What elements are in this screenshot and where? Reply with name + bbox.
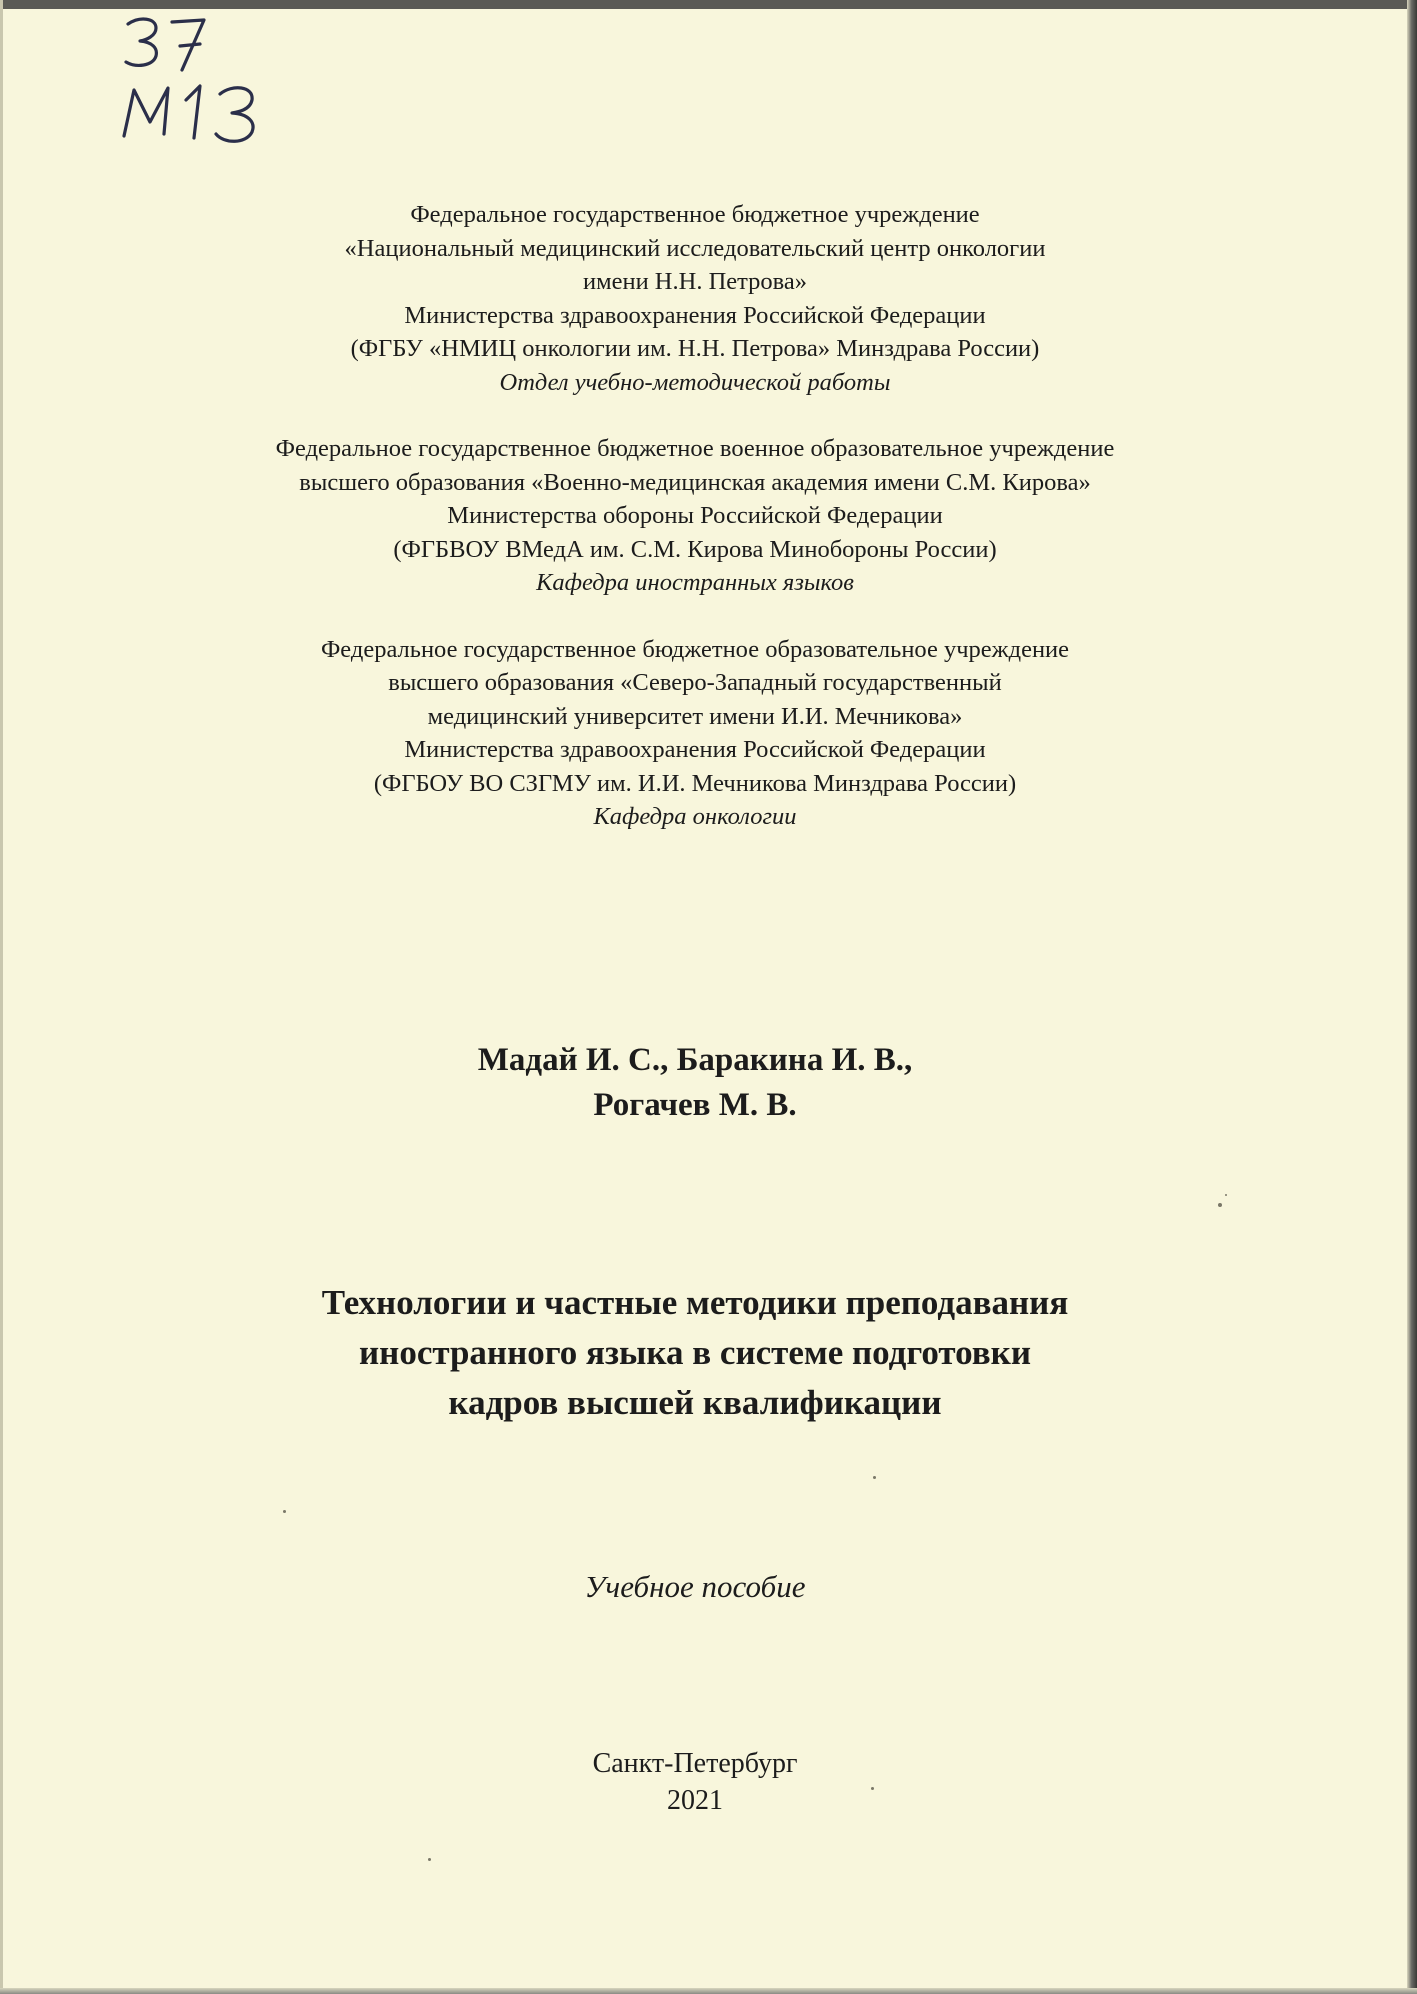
institution-line: Министерства здравоохранения Российской Федерации — [404, 301, 986, 329]
institution-line: (ФГБВОУ ВМедА им. С.М. Кирова Минобороны России) — [393, 535, 997, 563]
authors — [0, 1038, 1390, 1128]
institution-line: Федеральное государственное бюджетное учреждение — [410, 201, 980, 228]
institution-department: Кафедра онкологии — [593, 803, 797, 830]
institution-block — [0, 198, 1390, 399]
title-line: Технологии и частные методики преподавания — [321, 1283, 1069, 1322]
institution-line: (ФГБУ «НМИЦ онкологии им. Н.Н. Петрова» Минздрава России) — [350, 335, 1040, 362]
institution-line: Федеральное государственное бюджетное образовательное учреждение — [320, 635, 1070, 663]
scan-speck — [873, 1476, 876, 1479]
scan-speck — [871, 1787, 874, 1790]
title-line: иностранного языка в системе подготовки — [358, 1333, 1032, 1372]
institution-department: Отдел учебно-методической работы — [499, 368, 891, 396]
institution-line: Министерства здравоохранения Российской Федерации — [404, 736, 986, 763]
institution-line: высшего образования «Военно-медицинская академия имени С.М. Кирова» — [299, 468, 1091, 496]
scan-edge-top — [0, 0, 1417, 9]
document-type: Учебное пособие — [584, 1569, 806, 1604]
imprint-year: 2021 — [667, 1785, 723, 1816]
institution-block — [0, 633, 1390, 834]
title-line: кадров высшей квалификации — [448, 1383, 942, 1422]
institution-line: медицинский университет имени И.И. Мечникова» — [427, 702, 963, 730]
authors-line: Рогачев М. В. — [593, 1087, 797, 1123]
institution-line: высшего образования «Северо-Западный государственный — [388, 669, 1002, 696]
institution-line: «Национальный медицинский исследовательский центр онкологии — [344, 234, 1046, 262]
institution-line: (ФГБОУ ВО СЗГМУ им. И.И. Мечникова Минздрава России) — [373, 769, 1017, 797]
institution-line: Министерства обороны Российской Федерации — [447, 502, 943, 529]
scan-speck — [1218, 1203, 1222, 1207]
institution-line: Федеральное государственное бюджетное военное образовательное учреждение — [275, 435, 1115, 462]
handwritten-shelf-mark — [120, 14, 300, 144]
scan-edge-bottom — [0, 1988, 1417, 1994]
institution-block — [0, 432, 1390, 600]
book-title — [0, 1278, 1390, 1428]
imprint-city: Санкт-Петербург — [592, 1748, 798, 1779]
scan-edge-right — [1407, 0, 1417, 1994]
imprint — [0, 1745, 1390, 1819]
authors-line: Мадай И. С., Баракина И. В., — [477, 1042, 913, 1078]
institutions-section — [0, 198, 1390, 867]
scan-speck — [428, 1858, 431, 1861]
institution-line: имени Н.Н. Петрова» — [582, 268, 808, 295]
scan-speck — [283, 1510, 286, 1513]
scan-speck — [1225, 1194, 1227, 1196]
institution-department: Кафедра иностранных языков — [536, 569, 854, 596]
